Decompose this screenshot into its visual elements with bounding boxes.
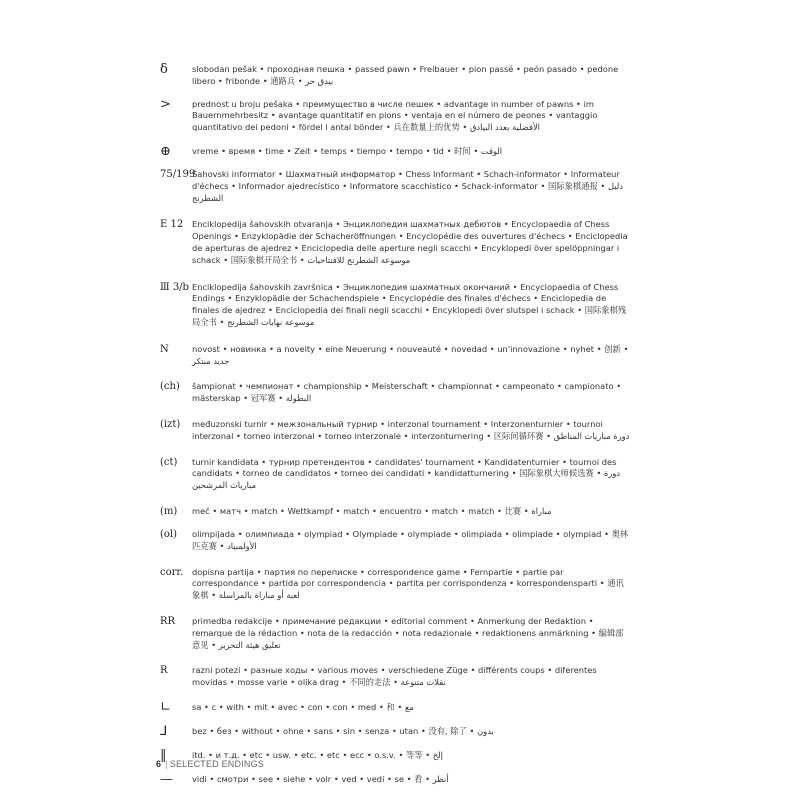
legend-text: primedba redakcije • примечание редакции • editorial comment • Anmerkung der Redaktion • remarque de la rédaction • nota de la redacción • nota redazionale • redaktionens anmärkning • 编辑部意见 • تعليق هيئة التحرير: [192, 615, 624, 650]
legend-entry: [160, 506, 630, 518]
legend-symbol: ∟: [160, 699, 171, 715]
legend-entry: [160, 381, 630, 405]
legend-entry: [160, 457, 630, 492]
legend-entry: [160, 143, 630, 159]
legend-entry: [160, 723, 630, 739]
legend-symbol: (ol): [160, 528, 178, 540]
legend-text: razni potezi • разные ходы • various moves • verschiedene Züge • différents coups • diferentes movidas • mosse varie • olika drag • 不同的走法 • نقلات متنوعة: [192, 665, 597, 688]
legend-text: novost • новинка • a novelty • eine Neuerung • nouveauté • novedad • un'innovazione • nyhet • 创新 • جديد مبتكر: [192, 343, 629, 366]
legend-text: turnir kandidata • турнир претендентов • candidates' tournament • Kandidatenturnier • tournoi des candidats • torneo de candidatos • torneo dei candidati • kandidatturnering • 国际象棋大师候选赛 • دورة مباريات المرشحين: [192, 456, 621, 491]
legend-symbol: N: [160, 343, 169, 355]
legend-entry: [160, 771, 630, 787]
legend-symbol: (m): [160, 505, 178, 517]
footer-separator: |: [165, 759, 168, 769]
legend-text: prednost u broju pešaka • преимущество в числе пешек • advantage in number of pawns • im Bauernmehrbesitz • avantage quantitatif en pions • ventaja en el número de peones • vantaggio quantitativo dei pedoni • fördel i antal bönder • 兵在数量上的优势 • الأفضلية بعدد البيادق: [192, 98, 598, 133]
legend-symbol: 75/199: [160, 168, 196, 180]
legend-text: olimpijada • олимпиада • olympiad • Olympiade • olympiade • olimpiada • olimpiade • olympiad • 奥林匹克赛 • الأولمبياد: [192, 528, 629, 551]
legend-text: bez • без • without • ohne • sans • sin • senza • utan • 没有, 除了 • بدون: [192, 725, 494, 736]
legend-symbol: >: [160, 96, 171, 112]
legend-entry: [160, 699, 630, 715]
legend-symbol: corr.: [160, 566, 184, 578]
legend-text: itd. • и т.д. • etc • usw. • etc. • etc • ecc • o.s.v. • 等等 • إلخ: [192, 749, 443, 760]
legend-symbol: R: [160, 665, 168, 677]
legend-symbol: (izt): [160, 418, 181, 430]
legend-entry: [160, 169, 630, 204]
legend-text: vidi • смотри • see • siehe • voir • ved • vedi • se • 看 • أنظر: [192, 773, 449, 784]
legend-text: Enciklopedija šahovskih otvaranja • Энциклопедия шахматных дебютов • Encyclopaedia of Chess Openings • Enzyklopädie der Schacheröffnungen • Encyclopédie des ouvertures d'échecs • Enciclopedia de aperturas de ajedrez • Enciclopedia delle aperture negli scacchi • Encyklopedi över spelöppningar i schack • 国际象棋开局全书 • موسوعة الشطرنج للافتتاحيات: [192, 219, 628, 265]
legend-entry: [160, 567, 630, 602]
symbol-legend: [160, 64, 630, 796]
legend-symbol: Ⅲ 3/b: [160, 281, 189, 293]
legend-symbol: E 12: [160, 219, 184, 231]
legend-entry: [160, 616, 630, 651]
legend-text: vreme • время • time • Zeit • temps • tiempo • tempo • tid • 时间 • الوقت: [192, 145, 503, 156]
legend-symbol: (ch): [160, 381, 180, 393]
legend-symbol: —: [160, 771, 173, 787]
legend-entry: [160, 529, 630, 553]
page-footer: [156, 759, 264, 769]
legend-symbol: RR: [160, 615, 176, 627]
legend-entry: [160, 665, 630, 689]
legend-text: meč • матч • match • Wettkampf • match • encuentro • match • match • 比赛 • مباراة: [192, 505, 552, 516]
book-title: SELECTED ENDINGS: [169, 759, 264, 769]
legend-text: sa • с • with • mit • avec • con • con • med • 和 • مع: [192, 701, 414, 712]
legend-entry: [160, 344, 630, 368]
legend-symbol: ⅃: [160, 723, 168, 739]
legend-text: Šahovski informator • Шахматный информатор • Chess Informant • Schach-informator • Informateur d'échecs • Informador ajedrecístico • Informatore scacchistico • Schack-informator • 国际象棋通报 • دليل الشطرنج: [192, 168, 623, 203]
legend-text: slobodan pešak • проходная пешка • passed pawn • Freibauer • pion passé • peón pasado • pedone libero • fribonde • 通路兵 • بيدق حر: [192, 64, 619, 86]
legend-entry: [160, 96, 630, 134]
legend-symbol: ⊕: [160, 143, 171, 159]
legend-entry: [160, 64, 630, 88]
legend-symbol: (ct): [160, 456, 178, 468]
legend-text: šampionat • чемпионат • championship • Meisterschaft • championnat • campeonato • campionato • mästerskap • 冠军赛 • البطولة: [192, 381, 622, 404]
legend-text: međuzonski turnir • межзональный турнир • interzonal tournament • Interzonenturnier • tournoi interzonal • torneo interzonal • torneo interzonale • interzonturnering • 区际间循环赛 • دورة مباريات المناطق: [192, 418, 630, 441]
legend-text: Enciklopedija šahovskih završnica • Энциклопедия шахматных окончаний • Encyclopaedia of Chess Endings • Enzyklopädie der Schachendspiele • Encyclopédie des finales d'échecs • Enciclopedia de finales de ajedrez • Enciclopedia dei finali negli scacchi • Encyklopedi över slutspel i schack • 国际象棋残局全书 • موسوعة نهايات الشطرنج: [192, 281, 627, 327]
page-number: 6: [156, 759, 162, 769]
legend-text: dopisna partija • партия по переписке • correspondence game • Fernpartie • partie par correspondance • partida por correspondencia • partita per corrispondenza • korrespondensparti • 通讯象棋 • لعبة أو مباراة بالمراسلة: [192, 566, 624, 601]
legend-symbol: ‖: [160, 747, 167, 763]
legend-entry: [160, 282, 630, 329]
legend-entry: [160, 419, 630, 443]
legend-symbol: δ: [160, 62, 168, 77]
legend-entry: [160, 219, 630, 266]
